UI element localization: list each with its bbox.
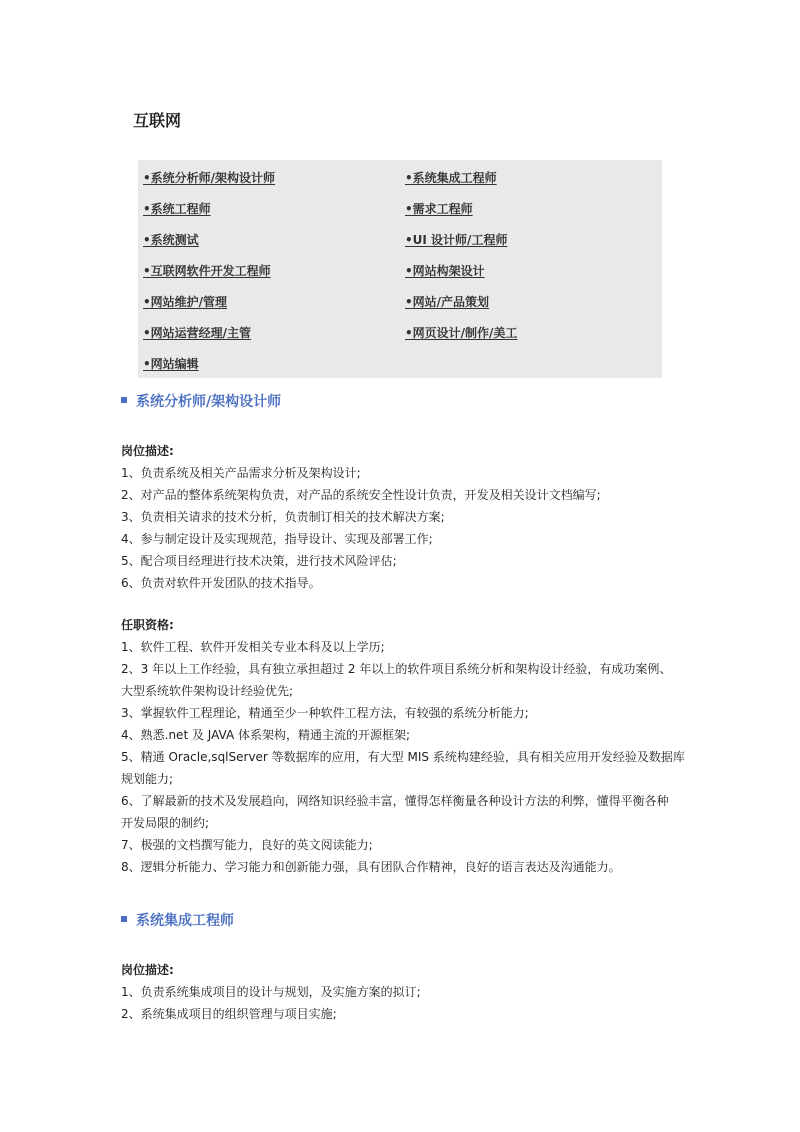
block-title: 岗位描述:	[121, 444, 174, 458]
job-duties-block	[121, 440, 691, 594]
list-item: 5、配合项目经理进行技术决策，进行技术风险评估;	[121, 554, 397, 568]
link-website-maintenance[interactable]: •网站维护/管理	[143, 295, 228, 309]
square-bullet-icon	[121, 916, 127, 922]
list-item: 1、负责系统集成项目的设计与规划，及实施方案的拟订;	[121, 985, 421, 999]
section-heading-system-integration	[121, 910, 234, 930]
list-item: 1、软件工程、软件开发相关专业本科及以上学历;	[121, 640, 385, 654]
link-website-product-planning[interactable]: •网站/产品策划	[405, 295, 490, 309]
list-item: 4、参与制定设计及实现规范，指导设计、实现及部署工作;	[121, 532, 433, 546]
section-heading-system-analyst	[121, 391, 281, 411]
list-item: 7、极强的文档撰写能力，良好的英文阅读能力;	[121, 838, 373, 852]
list-item: 5、精通 Oracle,sqlServer 等数据库的应用，有大型 MIS 系统构建经验，具有相关应用开发经验及数据库	[121, 750, 685, 764]
list-item: 3、负责相关请求的技术分析，负责制订相关的技术解决方案;	[121, 510, 445, 524]
list-item: 2、对产品的整体系统架构负责，对产品的系统安全性设计负责，开发及相关设计文档编写;	[121, 488, 601, 502]
list-item: 2、3 年以上工作经验，具有独立承担超过 2 年以上的软件项目系统分析和架构设计经验，有成功案例、	[121, 662, 672, 676]
link-system-integration[interactable]: •系统集成工程师	[405, 171, 497, 185]
link-website-operations[interactable]: •网站运营经理/主管	[143, 326, 252, 340]
list-item: 3、掌握软件工程理论，精通至少一种软件工程方法，有较强的系统分析能力;	[121, 706, 529, 720]
block-title: 任职资格:	[121, 618, 174, 632]
link-website-architecture[interactable]: •网站构架设计	[405, 264, 485, 278]
section-heading-text: 系统分析师/架构设计师	[136, 394, 282, 410]
job-requirements-block	[121, 614, 691, 878]
list-item: 6、了解最新的技术及发展趋向，网络知识经验丰富，懂得怎样衡量各种设计方法的利弊，懂得平衡各种	[121, 794, 669, 808]
link-system-test[interactable]: •系统测试	[143, 233, 199, 247]
section-heading-text: 系统集成工程师	[136, 913, 234, 929]
page-title: 互联网	[133, 111, 182, 130]
list-item: 1、负责系统及相关产品需求分析及架构设计;	[121, 466, 361, 480]
link-system-analyst[interactable]: •系统分析师/架构设计师	[143, 171, 276, 185]
link-system-engineer[interactable]: •系统工程师	[143, 202, 211, 216]
square-bullet-icon	[121, 397, 127, 403]
link-website-editor[interactable]: •网站编辑	[143, 357, 199, 371]
job-link-box	[138, 160, 662, 378]
link-requirements-engineer[interactable]: •需求工程师	[405, 202, 473, 216]
link-ui-designer[interactable]: •UI 设计师/工程师	[405, 233, 508, 247]
list-item: 8、逻辑分析能力、学习能力和创新能力强，具有团队合作精神，良好的语言表达及沟通能力。	[121, 860, 621, 874]
list-item: 2、系统集成项目的组织管理与项目实施;	[121, 1007, 337, 1021]
list-item: 6、负责对软件开发团队的技术指导。	[121, 576, 321, 590]
link-internet-software-dev[interactable]: •互联网软件开发工程师	[143, 264, 271, 278]
job-duties-block-2	[121, 959, 691, 1025]
list-item: 4、熟悉.net 及 JAVA 体系架构，精通主流的开源框架;	[121, 728, 411, 742]
block-title: 岗位描述:	[121, 963, 174, 977]
list-item: 大型系统软件架构设计经验优先;	[121, 684, 294, 698]
list-item: 开发局限的制约;	[121, 816, 210, 830]
link-web-design[interactable]: •网页设计/制作/美工	[405, 326, 518, 340]
list-item: 规划能力;	[121, 772, 174, 786]
